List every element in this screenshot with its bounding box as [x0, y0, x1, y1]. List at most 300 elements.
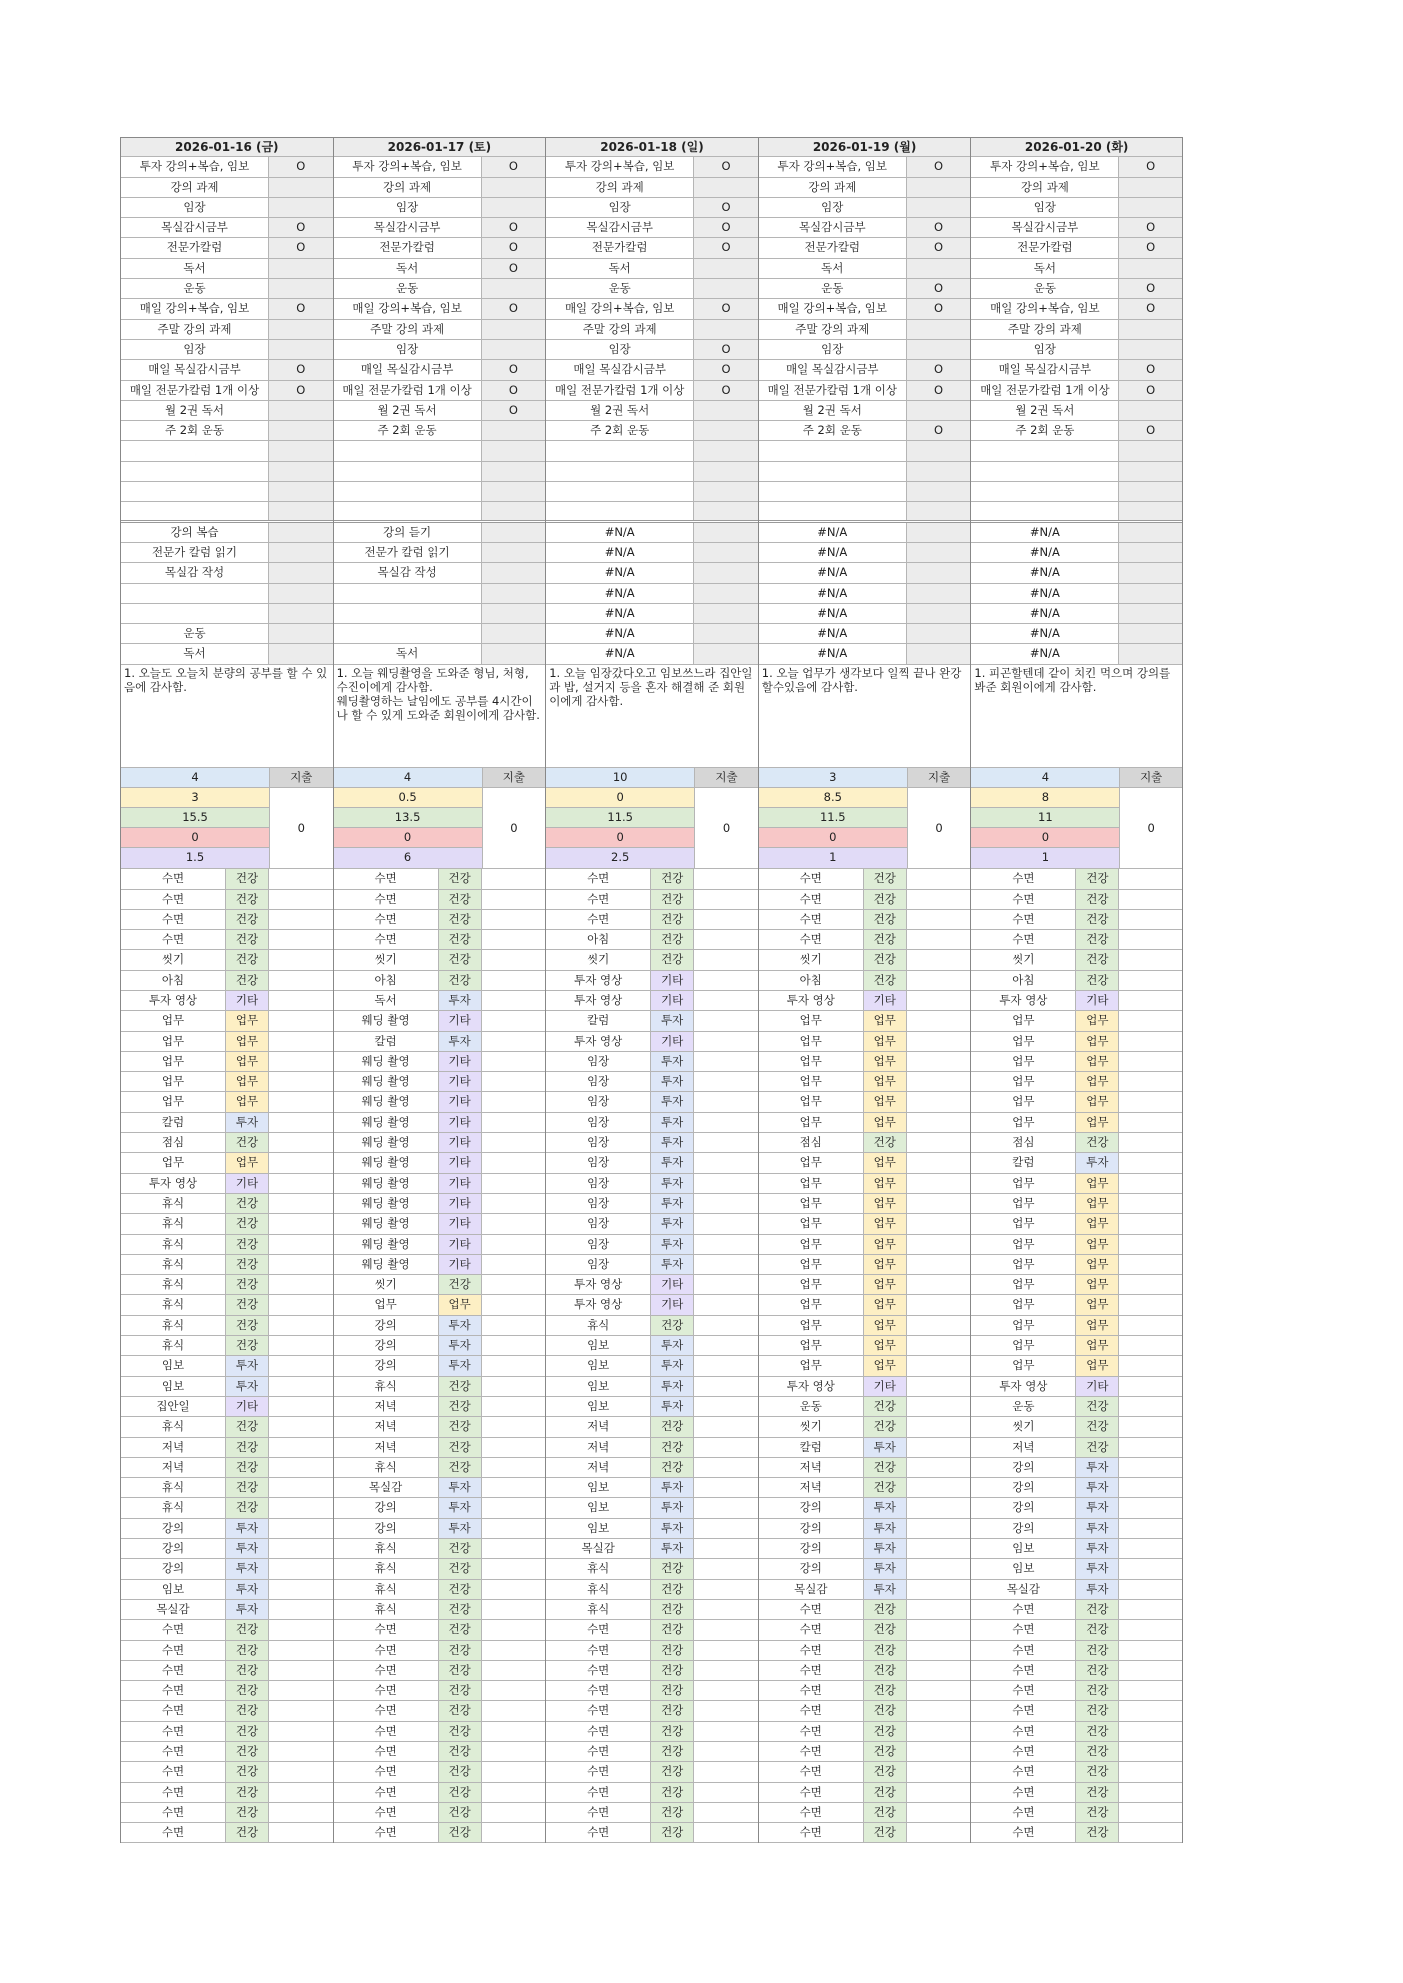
activity-cell[interactable]: 업무 [759, 1032, 864, 1051]
habit-row-mark[interactable] [1119, 198, 1182, 217]
activity-cell[interactable]: 수면 [759, 1762, 864, 1781]
category-cell[interactable]: 건강 [864, 1722, 907, 1741]
activity-cell[interactable]: 칼럼 [546, 1011, 651, 1030]
goal-row-mark[interactable] [1119, 502, 1182, 519]
category-cell[interactable]: 투자 [226, 1600, 269, 1619]
activity-cell[interactable]: 웨딩 촬영 [334, 1174, 439, 1193]
category-cell[interactable]: 투자 [651, 1153, 694, 1172]
category-cell[interactable]: 투자 [1076, 1559, 1119, 1578]
goal-row-mark[interactable]: O [482, 360, 546, 379]
activity-cell[interactable]: 수면 [971, 1701, 1076, 1720]
activity-cell[interactable]: 업무 [971, 1194, 1076, 1213]
goal-row-mark[interactable]: O [1119, 299, 1182, 318]
category-cell[interactable]: 건강 [226, 1742, 269, 1761]
activity-cell[interactable]: 강의 [759, 1539, 864, 1558]
activity-cell[interactable]: 목실감 [971, 1580, 1076, 1599]
activity-cell[interactable]: 임보 [546, 1356, 651, 1375]
category-cell[interactable]: 업무 [226, 1032, 269, 1051]
activity-cell[interactable]: 웨딩 촬영 [334, 1194, 439, 1213]
goal-row-mark[interactable] [694, 401, 758, 420]
habit-row-mark[interactable]: O [269, 218, 333, 237]
habit-row-mark[interactable] [269, 178, 333, 197]
category-cell[interactable]: 건강 [1076, 1803, 1119, 1822]
activity-cell[interactable]: 임보 [121, 1580, 226, 1599]
category-cell[interactable]: 건강 [651, 950, 694, 969]
category-cell[interactable]: 투자 [1076, 1539, 1119, 1558]
category-cell[interactable]: 투자 [226, 1559, 269, 1578]
activity-cell[interactable]: 업무 [759, 1174, 864, 1193]
activity-cell[interactable]: 업무 [971, 1356, 1076, 1375]
category-cell[interactable]: 건강 [1076, 971, 1119, 990]
activity-cell[interactable]: 업무 [759, 1336, 864, 1355]
activity-cell[interactable]: 수면 [759, 1600, 864, 1619]
activity-cell[interactable]: 웨딩 촬영 [334, 1133, 439, 1152]
category-cell[interactable]: 투자 [651, 1011, 694, 1030]
activity-cell[interactable]: 점심 [971, 1133, 1076, 1152]
category-cell[interactable]: 업무 [1076, 1072, 1119, 1091]
habit-row-mark[interactable] [907, 178, 971, 197]
habit-row-mark[interactable] [694, 259, 758, 278]
category-cell[interactable]: 건강 [864, 1478, 907, 1497]
gratitude-note[interactable] [334, 665, 546, 768]
activity-cell[interactable]: 임보 [546, 1478, 651, 1497]
activity-cell[interactable]: 수면 [121, 1701, 226, 1720]
category-cell[interactable]: 업무 [1076, 1295, 1119, 1314]
category-cell[interactable]: 건강 [439, 1620, 482, 1639]
activity-cell[interactable]: 수면 [121, 930, 226, 949]
goal-row-mark[interactable]: O [482, 401, 546, 420]
goal-row-mark[interactable] [269, 462, 333, 481]
activity-cell[interactable]: 휴식 [121, 1235, 226, 1254]
category-cell[interactable]: 투자 [651, 1498, 694, 1517]
activity-cell[interactable]: 수면 [334, 910, 439, 929]
category-cell[interactable]: 기타 [439, 1052, 482, 1071]
category-cell[interactable]: 건강 [864, 1620, 907, 1639]
category-cell[interactable]: 건강 [1076, 1823, 1119, 1842]
goal-row-mark[interactable] [482, 320, 546, 339]
category-cell[interactable]: 투자 [226, 1356, 269, 1375]
category-cell[interactable]: 건강 [226, 1336, 269, 1355]
task-row-mark[interactable] [482, 584, 546, 603]
goal-row-mark[interactable] [482, 441, 546, 460]
category-cell[interactable]: 기타 [651, 971, 694, 990]
activity-cell[interactable]: 업무 [971, 1113, 1076, 1132]
activity-cell[interactable]: 수면 [121, 1722, 226, 1741]
category-cell[interactable]: 기타 [439, 1092, 482, 1111]
habit-row-mark[interactable]: O [482, 259, 546, 278]
activity-cell[interactable]: 업무 [121, 1011, 226, 1030]
goal-row-mark[interactable] [1119, 401, 1182, 420]
category-cell[interactable]: 건강 [226, 1803, 269, 1822]
activity-cell[interactable]: 투자 영상 [971, 991, 1076, 1010]
category-cell[interactable]: 건강 [226, 1783, 269, 1802]
goal-row-mark[interactable] [694, 482, 758, 501]
category-cell[interactable]: 건강 [1076, 930, 1119, 949]
activity-cell[interactable]: 수면 [759, 1722, 864, 1741]
category-cell[interactable]: 업무 [1076, 1316, 1119, 1335]
activity-cell[interactable]: 점심 [759, 1133, 864, 1152]
category-cell[interactable]: 투자 [651, 1377, 694, 1396]
category-cell[interactable]: 건강 [1076, 950, 1119, 969]
habit-row-mark[interactable]: O [482, 157, 546, 176]
activity-cell[interactable]: 씻기 [334, 950, 439, 969]
category-cell[interactable]: 건강 [864, 1783, 907, 1802]
activity-cell[interactable]: 임장 [546, 1092, 651, 1111]
activity-cell[interactable]: 수면 [759, 890, 864, 909]
activity-cell[interactable]: 수면 [334, 1762, 439, 1781]
activity-cell[interactable]: 업무 [334, 1295, 439, 1314]
category-cell[interactable]: 건강 [651, 1722, 694, 1741]
activity-cell[interactable]: 수면 [759, 1620, 864, 1639]
category-cell[interactable]: 건강 [439, 1438, 482, 1457]
activity-cell[interactable]: 임장 [546, 1214, 651, 1233]
activity-cell[interactable]: 업무 [971, 1316, 1076, 1335]
activity-cell[interactable]: 임장 [546, 1255, 651, 1274]
activity-cell[interactable]: 업무 [759, 1113, 864, 1132]
activity-cell[interactable]: 웨딩 촬영 [334, 1052, 439, 1071]
activity-cell[interactable]: 점심 [121, 1133, 226, 1152]
activity-cell[interactable]: 업무 [759, 1295, 864, 1314]
task-row-mark[interactable] [482, 644, 546, 663]
activity-cell[interactable]: 업무 [121, 1153, 226, 1172]
goal-row-mark[interactable]: O [907, 299, 971, 318]
habit-row-mark[interactable]: O [694, 157, 758, 176]
activity-cell[interactable]: 수면 [546, 1661, 651, 1680]
category-cell[interactable]: 투자 [651, 1052, 694, 1071]
category-cell[interactable]: 건강 [864, 950, 907, 969]
activity-cell[interactable]: 휴식 [121, 1417, 226, 1436]
activity-cell[interactable]: 투자 영상 [546, 991, 651, 1010]
category-cell[interactable]: 건강 [439, 1803, 482, 1822]
activity-cell[interactable]: 수면 [971, 1641, 1076, 1660]
activity-cell[interactable]: 휴식 [334, 1580, 439, 1599]
category-cell[interactable]: 건강 [864, 869, 907, 888]
category-cell[interactable]: 건강 [439, 1641, 482, 1660]
activity-cell[interactable]: 씻기 [971, 950, 1076, 969]
category-cell[interactable]: 업무 [864, 1092, 907, 1111]
category-cell[interactable]: 건강 [864, 890, 907, 909]
category-cell[interactable]: 투자 [651, 1255, 694, 1274]
activity-cell[interactable]: 수면 [334, 1783, 439, 1802]
category-cell[interactable]: 건강 [651, 1559, 694, 1578]
habit-row-mark[interactable] [269, 198, 333, 217]
activity-cell[interactable]: 임보 [546, 1519, 651, 1538]
activity-cell[interactable]: 휴식 [546, 1559, 651, 1578]
activity-cell[interactable]: 웨딩 촬영 [334, 1072, 439, 1091]
habit-row-mark[interactable]: O [694, 198, 758, 217]
category-cell[interactable]: 투자 [226, 1580, 269, 1599]
category-cell[interactable]: 업무 [864, 1032, 907, 1051]
habit-row-mark[interactable]: O [482, 238, 546, 257]
activity-cell[interactable]: 임장 [546, 1235, 651, 1254]
activity-cell[interactable]: 수면 [546, 1783, 651, 1802]
activity-cell[interactable]: 수면 [334, 1641, 439, 1660]
activity-cell[interactable]: 씻기 [546, 950, 651, 969]
category-cell[interactable]: 투자 [226, 1519, 269, 1538]
activity-cell[interactable]: 업무 [759, 1052, 864, 1071]
category-cell[interactable]: 기타 [439, 1174, 482, 1193]
task-row-mark[interactable] [482, 563, 546, 582]
habit-row-mark[interactable]: O [1119, 238, 1182, 257]
habit-row-mark[interactable] [269, 279, 333, 298]
goal-row-mark[interactable]: O [269, 381, 333, 400]
goal-row-mark[interactable] [907, 401, 971, 420]
activity-cell[interactable]: 임장 [546, 1113, 651, 1132]
category-cell[interactable]: 건강 [1076, 1417, 1119, 1436]
activity-cell[interactable]: 목실감 [334, 1478, 439, 1497]
goal-row-mark[interactable] [907, 340, 971, 359]
activity-cell[interactable]: 휴식 [334, 1600, 439, 1619]
category-cell[interactable]: 건강 [1076, 1438, 1119, 1457]
goal-row-mark[interactable] [269, 482, 333, 501]
category-cell[interactable]: 건강 [864, 1397, 907, 1416]
category-cell[interactable]: 기타 [439, 1133, 482, 1152]
activity-cell[interactable]: 업무 [971, 1295, 1076, 1314]
category-cell[interactable]: 건강 [651, 1438, 694, 1457]
activity-cell[interactable]: 수면 [546, 1641, 651, 1660]
category-cell[interactable]: 건강 [651, 1417, 694, 1436]
goal-row-mark[interactable]: O [694, 340, 758, 359]
activity-cell[interactable]: 수면 [971, 1742, 1076, 1761]
activity-cell[interactable]: 수면 [971, 1681, 1076, 1700]
category-cell[interactable]: 투자 [651, 1519, 694, 1538]
category-cell[interactable]: 건강 [651, 1742, 694, 1761]
task-row-mark[interactable] [907, 543, 971, 562]
activity-cell[interactable]: 강의 [334, 1316, 439, 1335]
category-cell[interactable]: 건강 [864, 1762, 907, 1781]
activity-cell[interactable]: 아침 [334, 971, 439, 990]
category-cell[interactable]: 업무 [864, 1295, 907, 1314]
activity-cell[interactable]: 수면 [546, 890, 651, 909]
habit-row-mark[interactable]: O [694, 218, 758, 237]
category-cell[interactable]: 건강 [226, 1681, 269, 1700]
activity-cell[interactable]: 수면 [334, 1701, 439, 1720]
task-row-mark[interactable] [694, 563, 758, 582]
category-cell[interactable]: 건강 [439, 1701, 482, 1720]
category-cell[interactable]: 업무 [1076, 1194, 1119, 1213]
activity-cell[interactable]: 수면 [121, 869, 226, 888]
category-cell[interactable]: 건강 [439, 1783, 482, 1802]
task-row-mark[interactable] [269, 523, 333, 542]
category-cell[interactable]: 투자 [1076, 1153, 1119, 1172]
category-cell[interactable]: 건강 [226, 869, 269, 888]
activity-cell[interactable]: 업무 [971, 1174, 1076, 1193]
activity-cell[interactable]: 강의 [121, 1539, 226, 1558]
activity-cell[interactable]: 칼럼 [971, 1153, 1076, 1172]
activity-cell[interactable]: 강의 [971, 1458, 1076, 1477]
category-cell[interactable]: 건강 [1076, 1620, 1119, 1639]
activity-cell[interactable]: 웨딩 촬영 [334, 1011, 439, 1030]
category-cell[interactable]: 업무 [864, 1072, 907, 1091]
goal-row-mark[interactable] [1119, 320, 1182, 339]
category-cell[interactable]: 건강 [651, 930, 694, 949]
category-cell[interactable]: 건강 [439, 1539, 482, 1558]
activity-cell[interactable]: 강의 [334, 1519, 439, 1538]
category-cell[interactable]: 투자 [864, 1559, 907, 1578]
activity-cell[interactable]: 휴식 [121, 1214, 226, 1233]
category-cell[interactable]: 건강 [864, 1701, 907, 1720]
category-cell[interactable]: 투자 [439, 1498, 482, 1517]
activity-cell[interactable]: 수면 [546, 1762, 651, 1781]
task-row-mark[interactable] [1119, 584, 1182, 603]
category-cell[interactable]: 기타 [864, 991, 907, 1010]
category-cell[interactable]: 건강 [439, 1600, 482, 1619]
category-cell[interactable]: 기타 [439, 1235, 482, 1254]
task-row-mark[interactable] [482, 523, 546, 542]
category-cell[interactable]: 건강 [226, 1762, 269, 1781]
goal-row-mark[interactable] [269, 320, 333, 339]
activity-cell[interactable]: 업무 [759, 1316, 864, 1335]
category-cell[interactable]: 건강 [226, 1458, 269, 1477]
activity-cell[interactable]: 수면 [759, 1641, 864, 1660]
activity-cell[interactable]: 수면 [971, 1722, 1076, 1741]
task-row-mark[interactable] [907, 523, 971, 542]
habit-row-mark[interactable]: O [1119, 218, 1182, 237]
category-cell[interactable]: 업무 [864, 1011, 907, 1030]
activity-cell[interactable]: 수면 [334, 1742, 439, 1761]
activity-cell[interactable]: 저녁 [546, 1458, 651, 1477]
activity-cell[interactable]: 업무 [759, 1275, 864, 1294]
category-cell[interactable]: 투자 [864, 1498, 907, 1517]
activity-cell[interactable]: 아침 [971, 971, 1076, 990]
category-cell[interactable]: 기타 [651, 1032, 694, 1051]
activity-cell[interactable]: 임보 [971, 1559, 1076, 1578]
category-cell[interactable]: 투자 [651, 1072, 694, 1091]
habit-row-mark[interactable]: O [694, 238, 758, 257]
habit-row-mark[interactable] [694, 279, 758, 298]
category-cell[interactable]: 업무 [1076, 1235, 1119, 1254]
category-cell[interactable]: 건강 [1076, 910, 1119, 929]
category-cell[interactable]: 기타 [1076, 1377, 1119, 1396]
activity-cell[interactable]: 저녁 [546, 1417, 651, 1436]
activity-cell[interactable]: 수면 [334, 1823, 439, 1842]
category-cell[interactable]: 투자 [651, 1356, 694, 1375]
activity-cell[interactable]: 저녁 [334, 1417, 439, 1436]
category-cell[interactable]: 기타 [651, 1295, 694, 1314]
category-cell[interactable]: 건강 [226, 1255, 269, 1274]
task-row-mark[interactable] [694, 624, 758, 643]
category-cell[interactable]: 건강 [226, 1417, 269, 1436]
category-cell[interactable]: 건강 [651, 910, 694, 929]
category-cell[interactable]: 건강 [651, 1762, 694, 1781]
category-cell[interactable]: 업무 [864, 1153, 907, 1172]
activity-cell[interactable]: 수면 [121, 1783, 226, 1802]
category-cell[interactable]: 건강 [651, 1620, 694, 1639]
activity-cell[interactable]: 업무 [759, 1153, 864, 1172]
category-cell[interactable]: 건강 [651, 1661, 694, 1680]
goal-row-mark[interactable] [482, 502, 546, 519]
category-cell[interactable]: 건강 [439, 1742, 482, 1761]
category-cell[interactable]: 투자 [226, 1539, 269, 1558]
goal-row-mark[interactable] [907, 502, 971, 519]
activity-cell[interactable]: 임장 [546, 1072, 651, 1091]
category-cell[interactable]: 기타 [226, 1174, 269, 1193]
category-cell[interactable]: 건강 [1076, 869, 1119, 888]
activity-cell[interactable]: 수면 [546, 1823, 651, 1842]
category-cell[interactable]: 건강 [864, 1458, 907, 1477]
activity-cell[interactable]: 아침 [121, 971, 226, 990]
habit-row-mark[interactable]: O [269, 238, 333, 257]
category-cell[interactable]: 건강 [439, 1417, 482, 1436]
category-cell[interactable]: 건강 [651, 1823, 694, 1842]
category-cell[interactable]: 기타 [439, 1153, 482, 1172]
activity-cell[interactable]: 수면 [546, 1742, 651, 1761]
activity-cell[interactable]: 웨딩 촬영 [334, 1113, 439, 1132]
category-cell[interactable]: 기타 [226, 991, 269, 1010]
activity-cell[interactable]: 수면 [971, 1762, 1076, 1781]
category-cell[interactable]: 건강 [439, 1661, 482, 1680]
category-cell[interactable]: 투자 [651, 1235, 694, 1254]
activity-cell[interactable]: 칼럼 [121, 1113, 226, 1132]
activity-cell[interactable]: 씻기 [121, 950, 226, 969]
category-cell[interactable]: 건강 [226, 1701, 269, 1720]
activity-cell[interactable]: 임보 [546, 1377, 651, 1396]
activity-cell[interactable]: 씻기 [334, 1275, 439, 1294]
category-cell[interactable]: 건강 [651, 1701, 694, 1720]
category-cell[interactable]: 건강 [439, 950, 482, 969]
activity-cell[interactable]: 휴식 [546, 1316, 651, 1335]
activity-cell[interactable]: 수면 [759, 869, 864, 888]
activity-cell[interactable]: 강의 [121, 1559, 226, 1578]
category-cell[interactable]: 건강 [439, 971, 482, 990]
activity-cell[interactable]: 강의 [334, 1498, 439, 1517]
category-cell[interactable]: 건강 [226, 1438, 269, 1457]
activity-cell[interactable]: 휴식 [334, 1539, 439, 1558]
activity-cell[interactable]: 업무 [121, 1092, 226, 1111]
task-row-mark[interactable] [482, 624, 546, 643]
category-cell[interactable]: 건강 [864, 1417, 907, 1436]
activity-cell[interactable]: 저녁 [334, 1397, 439, 1416]
category-cell[interactable]: 건강 [1076, 890, 1119, 909]
category-cell[interactable]: 건강 [1076, 1783, 1119, 1802]
category-cell[interactable]: 건강 [1076, 1762, 1119, 1781]
category-cell[interactable]: 투자 [651, 1113, 694, 1132]
category-cell[interactable]: 투자 [651, 1397, 694, 1416]
category-cell[interactable]: 건강 [226, 1823, 269, 1842]
category-cell[interactable]: 업무 [864, 1336, 907, 1355]
activity-cell[interactable]: 업무 [759, 1214, 864, 1233]
habit-row-mark[interactable]: O [907, 218, 971, 237]
activity-cell[interactable]: 휴식 [546, 1600, 651, 1619]
activity-cell[interactable]: 집안일 [121, 1397, 226, 1416]
goal-row-mark[interactable]: O [694, 381, 758, 400]
gratitude-note[interactable] [971, 665, 1182, 768]
activity-cell[interactable]: 칼럼 [759, 1438, 864, 1457]
category-cell[interactable]: 투자 [651, 1133, 694, 1152]
activity-cell[interactable]: 수면 [334, 930, 439, 949]
category-cell[interactable]: 투자 [864, 1539, 907, 1558]
category-cell[interactable]: 건강 [1076, 1661, 1119, 1680]
activity-cell[interactable]: 수면 [971, 890, 1076, 909]
goal-row-mark[interactable] [694, 462, 758, 481]
goal-row-mark[interactable]: O [1119, 421, 1182, 440]
category-cell[interactable]: 건강 [439, 1275, 482, 1294]
habit-row-mark[interactable] [694, 178, 758, 197]
activity-cell[interactable]: 업무 [759, 1072, 864, 1091]
category-cell[interactable]: 업무 [1076, 1275, 1119, 1294]
activity-cell[interactable]: 수면 [546, 1620, 651, 1639]
category-cell[interactable]: 건강 [226, 1295, 269, 1314]
category-cell[interactable]: 기타 [651, 991, 694, 1010]
activity-cell[interactable]: 수면 [334, 890, 439, 909]
activity-cell[interactable]: 수면 [759, 1661, 864, 1680]
category-cell[interactable]: 업무 [864, 1235, 907, 1254]
activity-cell[interactable]: 임보 [121, 1356, 226, 1375]
activity-cell[interactable]: 휴식 [121, 1498, 226, 1517]
habit-row-mark[interactable]: O [907, 279, 971, 298]
activity-cell[interactable]: 강의 [759, 1559, 864, 1578]
category-cell[interactable]: 투자 [439, 991, 482, 1010]
